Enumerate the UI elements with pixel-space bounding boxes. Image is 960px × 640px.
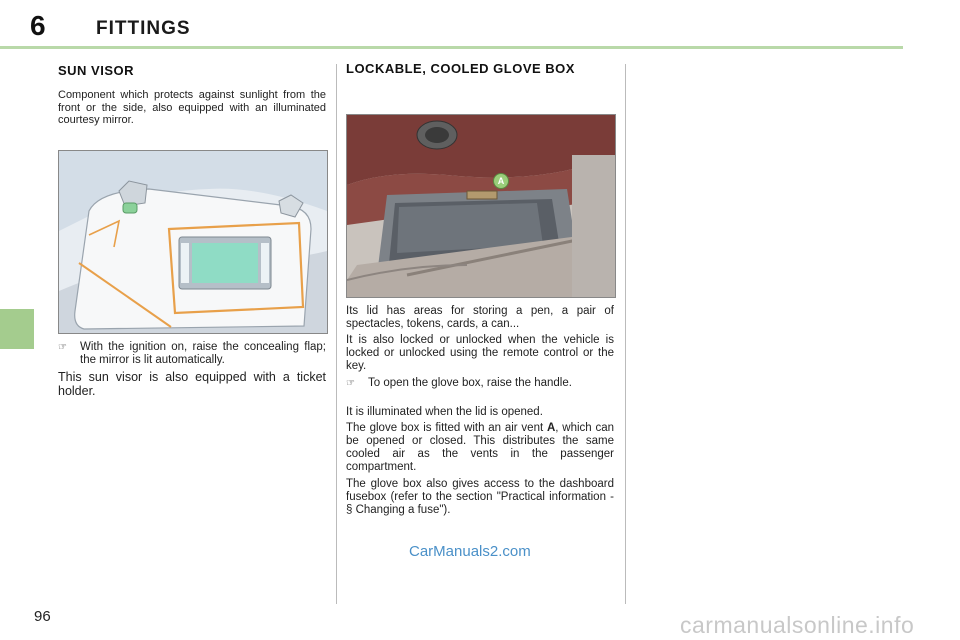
chapter-number: 6 (30, 10, 46, 41)
glove-box-paragraph: It is illuminated when the lid is opened. (346, 406, 543, 418)
glove-box-instruction (346, 377, 614, 405)
sun-visor-illustration (58, 150, 328, 334)
sun-visor-bullet-text: With the ignition on, raise the concealing flap; the mirror is lit automatically. (80, 341, 326, 366)
sun-visor-intro: Component which protects against sunlight from the front or the side, also equipped with an illuminated courtesy mirror. (58, 89, 326, 126)
page-number: 96 (34, 608, 51, 625)
glove-box-illustration (346, 114, 616, 298)
glove-box-paragraph: The glove box also gives access to the dashboard fusebox (refer to the section "Practical information - § Changing a fuse"). (346, 478, 614, 516)
sun-visor-note: This sun visor is also equipped with a ticket holder. (58, 370, 326, 398)
watermark-site: carmanualsonline.info (680, 612, 915, 638)
air-vent-ref: A (546, 422, 556, 434)
glove-box-paragraph (346, 422, 614, 474)
column-divider (336, 64, 337, 604)
air-vent-label: A (493, 173, 509, 189)
sun-visor-instruction (58, 341, 326, 371)
air-vent-text: The glove box is fitted with an air vent (346, 422, 547, 434)
glove-box-bullet-text: To open the glove box, raise the handle. (368, 377, 572, 389)
column-divider (625, 64, 626, 604)
header-rule (0, 46, 903, 49)
watermark-carmanuals: CarManuals2.com (409, 543, 531, 560)
glove-box-paragraph: It is also locked or unlocked when the vehicle is locked or unlocked using the remote control or the key. (346, 334, 614, 372)
chapter-title: FITTINGS (96, 18, 191, 39)
pointing-hand-icon: ☞ (58, 342, 67, 353)
glove-box-heading: LOCKABLE, COOLED GLOVE BOX (346, 61, 575, 76)
glove-box-paragraph: Its lid has areas for storing a pen, a pair of spectacles, tokens, cards, a can... (346, 305, 614, 330)
chapter-side-tab (0, 309, 34, 349)
air-vent-text-end: , which can be opened or closed. This distributes the same cooled air as the vents in the passenger compartment. (346, 422, 614, 473)
pointing-hand-icon: ☞ (346, 378, 355, 389)
sun-visor-heading: SUN VISOR (58, 63, 135, 78)
